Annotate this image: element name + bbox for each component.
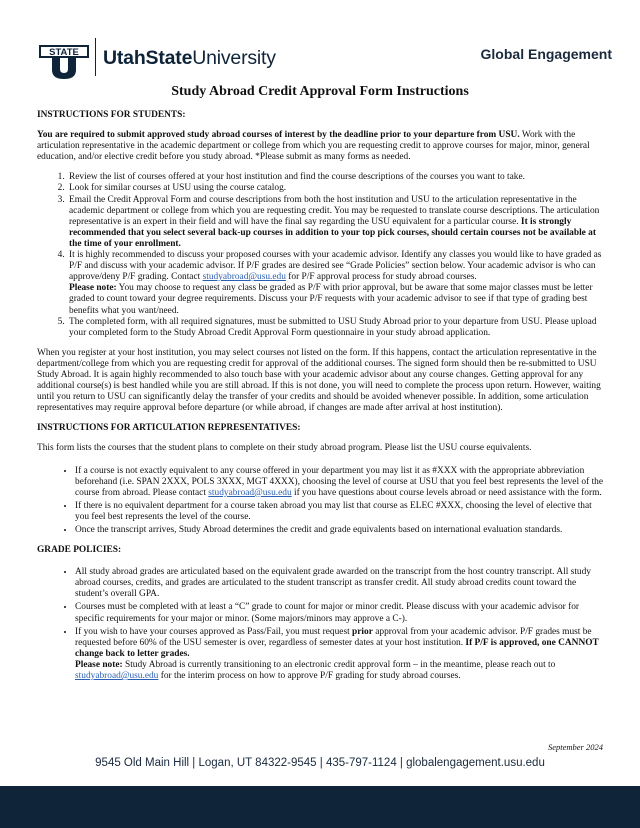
reps-bullet-list xyxy=(37,466,604,537)
list-item: • If there is no equivalent department for a course taken abroad you may list that course as ELEC #XXX, choosing the level of elective that you feel best represents the level of the course. xyxy=(75,501,604,523)
revision-date: September 2024 xyxy=(547,742,603,752)
footer-bar xyxy=(0,786,640,828)
list-item: 3. Email the Credit Approval Form and course descriptions from both the host institution and USU to the articulation representative in the academic department or college from which you are requesting credit. You may be requested to translate course descriptions. The articulation representative is an expert in their field and will have the final say regarding the USU equivalent for a particular course. It is strongly recommended that you select several back-up courses in addition to your top pick courses, should certain courses not be available at the time of your enrollment. xyxy=(67,195,604,250)
footer-contact: 9545 Old Main Hill | Logan, UT 84322-9545 | 435-797-1124 | globalengagement.usu.edu xyxy=(95,757,545,769)
page-title: Study Abroad Credit Approval Form Instructions xyxy=(171,84,469,99)
list-item: • Once the transcript arrives, Study Abroad determines the credit and grade equivalents based on international evaluation standards. xyxy=(75,525,604,536)
students-heading: INSTRUCTIONS FOR STUDENTS: xyxy=(37,110,186,120)
logo-divider xyxy=(95,38,96,76)
student-steps-list xyxy=(37,172,604,338)
list-item: 1. Review the list of courses offered at your host institution and find the course descriptions of the courses you want to take. xyxy=(67,172,604,183)
reps-heading: INSTRUCTIONS FOR ARTICULATION REPRESENTATIVES: xyxy=(37,423,301,434)
header xyxy=(0,0,640,82)
logo-state-text: STATE xyxy=(49,47,79,58)
reps-intro: This form lists the courses that the student plans to complete on their study abroad program. Please list the USU course equivalents. xyxy=(37,443,532,454)
list-item: • All study abroad grades are articulated based on the equivalent grade awarded on the transcript from the host country transcript. All study abroad courses, credits, and grades are articulated to the student transcript as transfer credit. All study abroad credits count toward the student’s overall GPA. xyxy=(75,567,604,600)
list-item: • If you wish to have your courses approved as Pass/Fail, you must request prior approval from your academic advisor. P/F grades must be requested before 60% of the USU semester is over, regardless of semester dates at your host institution. If P/F is approved, one CANNOT change back to letter grades. Please note: Study Abroad is currently transitioning to an electronic credit approval form – in the meantime, please reach out to studyabroad@usu.edu for the interim process on how to approve P/F grading for study abroad courses. xyxy=(75,627,604,682)
list-item: 4. It is highly recommended to discuss your proposed courses with your academic advisor. Identify any classes you would like to have graded as P/F and discuss with your academic advisor. If P/F grades are desired see “Grade Policies” section below. Your academic advisor is who can approve/deny P/F grading. Contact studyabroad@usu.edu for P/F approval process for study abroad courses. Please note: You may choose to request any class be graded as P/F with prior approval, but be aware that some major classes must be letter graded to count toward your degree requirements. Discuss your P/F requests with your academic advisor to see if that type of grading best benefits what you want/need. xyxy=(67,250,604,317)
document-body xyxy=(37,110,604,691)
students-intro: You are required to submit approved study abroad courses of interest by the deadline prior to your departure from USU. Work with the articulation representative in the academic department or college from which you are requesting credit to approve courses for major, minor, general education, and/or elective credit before you study abroad. *Please submit as many forms as needed. xyxy=(37,130,590,163)
list-item: • Courses must be completed with at least a “C” grade to count for major or minor credit. Please discuss with your academic advisor for specific requirements for your major or minor. (Some majors/minors may approve a C-). xyxy=(75,602,604,624)
email-link[interactable]: studyabroad@usu.edu xyxy=(208,487,292,498)
list-item: 5. The completed form, with all required signatures, must be submitted to USU Study Abroad prior to your departure from USU. Please upload your completed form to the Study Abroad Credit Approval Form questionnaire in your study abroad application. xyxy=(67,317,604,339)
email-link[interactable]: studyabroad@usu.edu xyxy=(75,671,159,682)
grade-policies-list xyxy=(37,567,604,682)
university-name: UtahStateUniversity xyxy=(103,47,276,69)
usu-logo-icon xyxy=(38,36,90,80)
list-item: 2. Look for similar courses at USU using the course catalog. xyxy=(67,183,604,194)
department-name: Global Engagement xyxy=(480,46,612,62)
list-item: • If a course is not exactly equivalent to any course offered in your department you may list it as #XXX with the appropriate abbreviation beforehand (i.e. SPAN 2XXX, POLS 3XXX, MGT 4XXX), choosing the level of course at USU that you feel best represents the level of the course from abroad. Please contact studyabroad@usu.edu if you have questions about course levels abroad or need assistance with the form. xyxy=(75,466,604,499)
grade-policies-heading: GRADE POLICIES: xyxy=(37,545,122,556)
registration-paragraph: When you register at your host institution, you may select courses not listed on the form. If this happens, contact the articulation representative in the department/college from which you are requesting credit for approval of the additional courses. The signed form should then be re-submitted to USU Study Abroad. It is again highly recommended to also touch base with your academic advisor about any course changes. Getting approval for any additional course(s) is best handled while you are still abroad. If this is not done, you will need to complete the process upon return. However, waiting until you return to USU can significantly delay the transfer of your credits and should be avoided whenever possible. In addition, some articulation representatives may require approval before departure (or while abroad, if changes are made after arrival at host institution). xyxy=(37,347,601,414)
email-link[interactable]: studyabroad@usu.edu xyxy=(202,272,286,283)
